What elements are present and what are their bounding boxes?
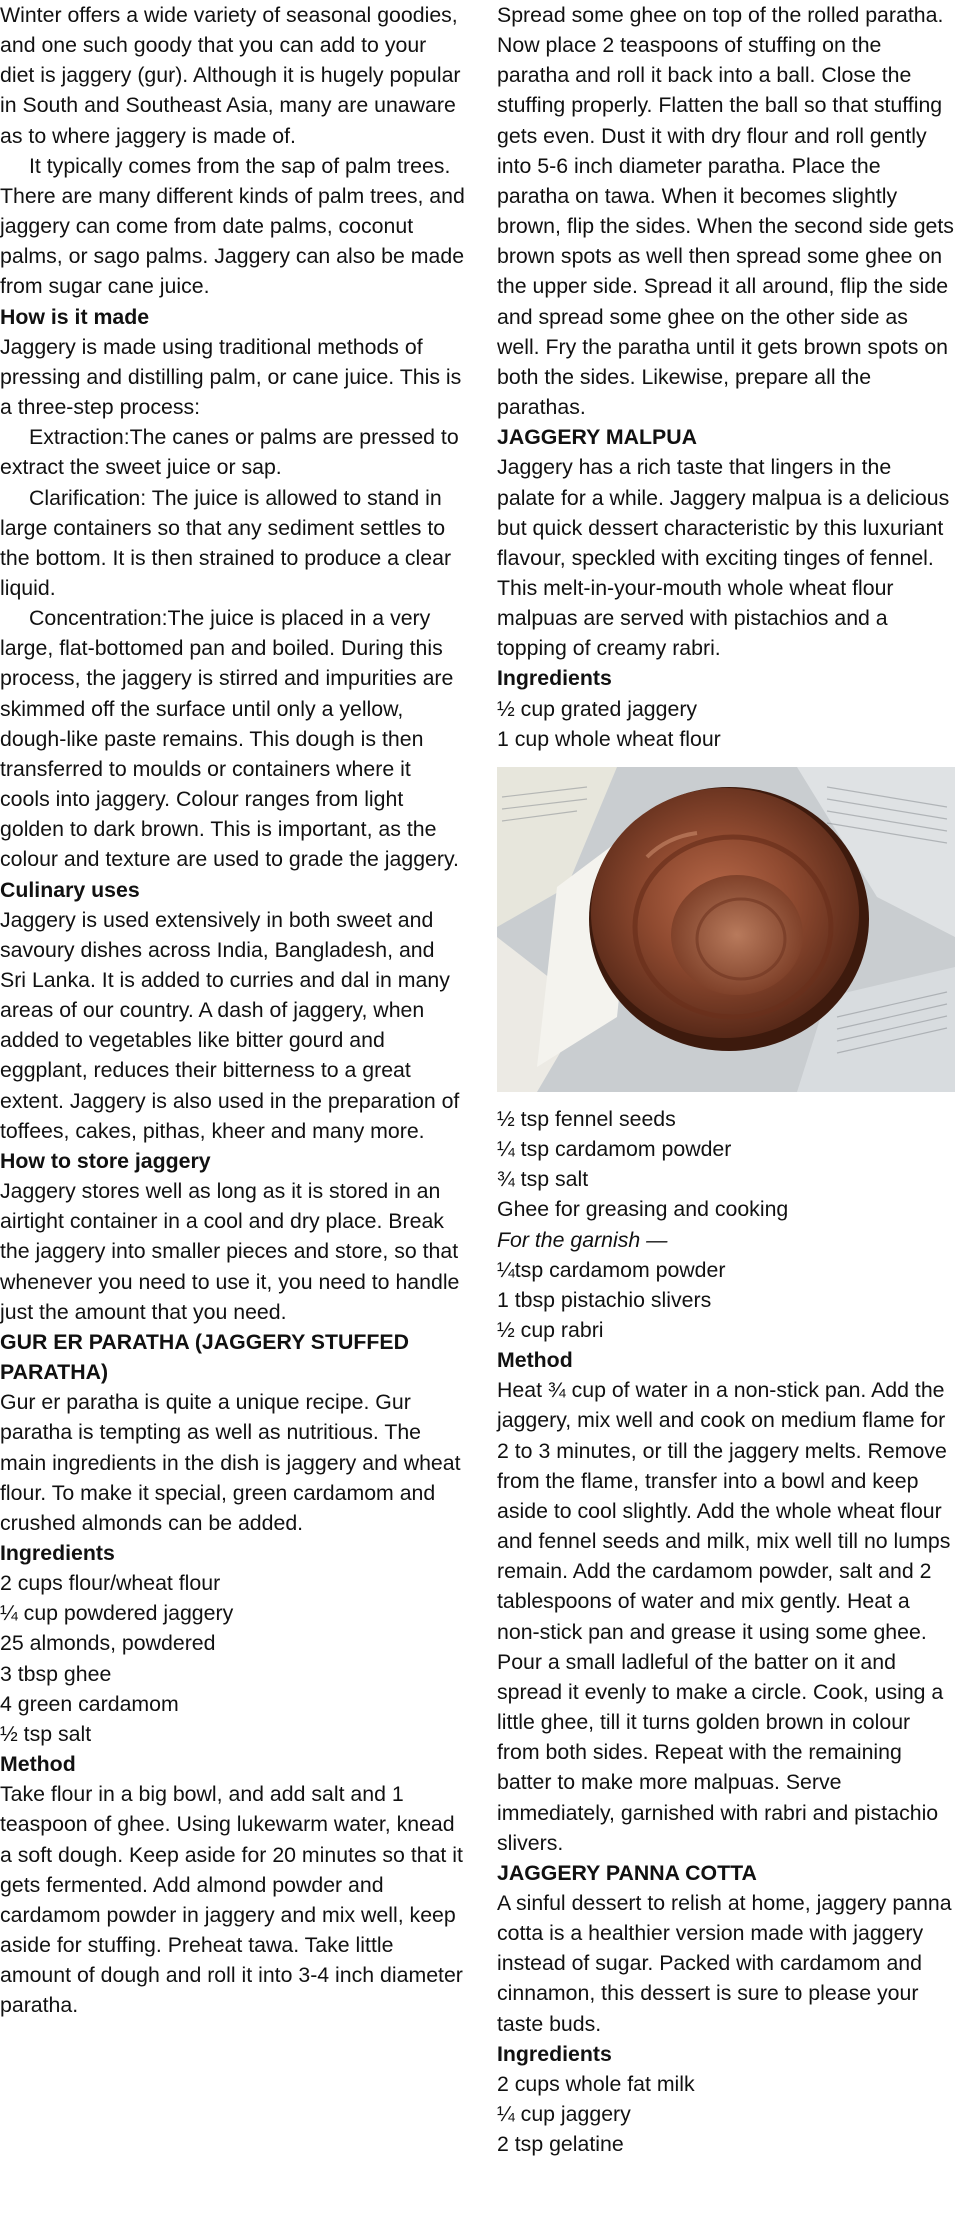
ingredient-item: 25 almonds, powdered [0, 1631, 216, 1656]
store-text: Jaggery stores well as long as it is stored in an airtight container in a cool and dry place. Break the jaggery into smaller pieces and store, so that whenever you need to use it, you need to handle just the amount that you need. [0, 1179, 460, 1324]
ingredient-item: 2 cups flour/wheat flour [0, 1571, 221, 1596]
ingredient-item: 1 cup whole wheat flour [497, 726, 721, 751]
left-column [0, 0, 466, 2020]
paratha-method-heading: Method [0, 1752, 76, 1777]
ingredient-item: ½ cup grated jaggery [497, 696, 698, 721]
store-heading: How to store jaggery [0, 1148, 211, 1173]
paratha-intro: Gur er paratha is quite a unique recipe. Gur paratha is tempting as well as nutritious. The main ingredients in the dish is jaggery and wheat flour. To make it special, green cardamom and crushed almonds can be added. [0, 1390, 461, 1535]
paratha-ingredients-heading: Ingredients [0, 1540, 115, 1565]
culinary-text: Jaggery is used extensively in both sweet and savoury dishes across India, Bangladesh, and Sri Lanka. It is added to curries and dal in many areas of our country. A dash of jaggery, when added to vegetables like bitter gourd and eggplant, reduces their bitterness to a great extent. Jaggery is also used in the preparation of toffees, cakes, pithas, kheer and many more. [0, 907, 460, 1143]
ingredient-item: ¼ tsp cardamom powder [497, 1137, 732, 1162]
ingredient-item: 2 tsp gelatine [497, 2132, 624, 2157]
ingredient-item: ½ tsp salt [0, 1721, 92, 1746]
ingredient-item: ¾ tsp salt [497, 1167, 589, 1192]
panna-cotta-heading: JAGGERY PANNA COTTA [497, 1860, 757, 1885]
culinary-heading: Culinary uses [0, 877, 140, 902]
garnish-item: 1 tbsp pistachio slivers [497, 1287, 712, 1312]
paratha-heading: GUR ER PARATHA (JAGGERY STUFFED PARATHA) [0, 1329, 409, 1385]
how-made-heading: How is it made [0, 304, 150, 329]
garnish-item: ¼tsp cardamom powder [497, 1257, 726, 1282]
ingredient-item: 2 cups whole fat milk [497, 2071, 695, 2096]
garnish-item: ½ cup rabri [497, 1318, 604, 1342]
intro-paragraph-2: It typically comes from the sap of palm trees. There are many different kinds of palm trees, and jaggery can come from date palms, coconut palms, or sago palms. Jaggery can also be made from sugar cane juice. [0, 153, 465, 299]
malpua-intro: Jaggery has a rich taste that lingers in the palate for a while. Jaggery malpua is a delicious but quick dessert characteristic by this luxuriant flavour, speckled with exciting tinges of fennel. This melt-in-your-mouth whole wheat flour malpuas are served with pistachios and a topping of creamy rabri. [497, 455, 950, 661]
panna-cotta-intro: A sinful dessert to relish at home, jaggery panna cotta is a healthier version made with jaggery instead of sugar. Packed with cardamom and cinnamon, this dessert is sure to please your taste buds. [497, 1890, 952, 2036]
paratha-method-continued: Spread some ghee on top of the rolled paratha. Now place 2 teaspoons of stuffing on the paratha and roll it back into a ball. Close the stuffing properly. Flatten the ball so that stuffing gets even. Dust it with dry flour and roll gently into 5-6 inch diameter paratha. Place the paratha on tawa. When it becomes slightly brown, flip the sides. When the second side gets brown spots as well then spread some ghee on the upper side. Spread it all around, flip the side and spread some ghee on the other side as well. Fry the paratha until it gets brown spots on both the sides. Likewise, prepare all the parathas. [497, 3, 954, 420]
step-clarification: Clarification: The juice is allowed to stand in large containers so that any sediment settles to the bottom. It is then strained to produce a clear liquid. [0, 485, 452, 600]
ingredient-item: Ghee for greasing and cooking [497, 1197, 789, 1222]
step-concentration: Concentration:The juice is placed in a very large, flat-bottomed pan and boiled. During this process, the jaggery is stirred and impurities are skimmed off the surface until only a yellow, dough-like paste remains. This dough is then transferred to moulds or containers where it cools into jaggery. Colour ranges from light golden to dark brown. This is important, as the colour and texture are used to grade the jaggery. [0, 606, 459, 872]
malpua-heading: JAGGERY MALPUA [497, 425, 697, 450]
step-extraction: Extraction:The canes or palms are pressed to extract the sweet juice or sap. [0, 425, 459, 480]
malpua-method-text: Heat ¾ cup of water in a non-stick pan. Add the jaggery, mix well and cook on medium flame for 2 to 3 minutes, or till the jaggery melts. Remove from the flame, transfer into a bowl and keep aside to cool slightly. Add the whole wheat flour and fennel seeds and milk, mix well till no lumps remain. Add the cardamom powder, salt and 2 tablespoons of water and mix gently. Heat a non-stick pan and grease it using some ghee. Pour a small ladleful of the batter on it and spread it evenly to make a circle. Cook, using a little ghee, till it turns golden brown in colour from both sides. Repeat with the remaining batter to make more malpuas. Serve immediately, garnished with rabri and pistachio slivers. [497, 1378, 951, 1855]
panna-cotta-ingredients-heading: Ingredients [497, 2041, 612, 2066]
ingredient-item: ½ tsp fennel seeds [497, 1106, 676, 1131]
right-column [497, 0, 955, 2159]
malpua-ingredients-heading: Ingredients [497, 666, 612, 691]
jaggery-photo [497, 767, 955, 1092]
malpua-method-heading: Method [497, 1348, 573, 1373]
intro-paragraph-1: Winter offers a wide variety of seasonal goodies, and one such goody that you can add to your diet is jaggery (gur). Although it is hugely popular in South and Southeast Asia, many are unaware as to where jaggery is made of. [0, 3, 461, 148]
how-made-text: Jaggery is made using traditional methods of pressing and distilling palm, or cane juice. This is a three-step process: [0, 334, 462, 420]
jaggery-photo-illustration [497, 767, 955, 1092]
garnish-label: For the garnish — [497, 1227, 668, 1252]
ingredient-item: 3 tbsp ghee [0, 1661, 112, 1686]
ingredient-item: 4 green cardamom [0, 1691, 179, 1716]
ingredient-item: ¼ cup powdered jaggery [0, 1601, 234, 1626]
ingredient-item: ¼ cup jaggery [497, 2102, 631, 2127]
paratha-method-text: Take flour in a big bowl, and add salt and 1 teaspoon of ghee. Using lukewarm water, knead a soft dough. Keep aside for 20 minutes so that it gets fermented. Add almond powder and cardamom powder in jaggery and mix well, keep aside for stuffing. Preheat tawa. Take little amount of dough and roll it into 3-4 inch diameter paratha. [0, 1782, 463, 2018]
